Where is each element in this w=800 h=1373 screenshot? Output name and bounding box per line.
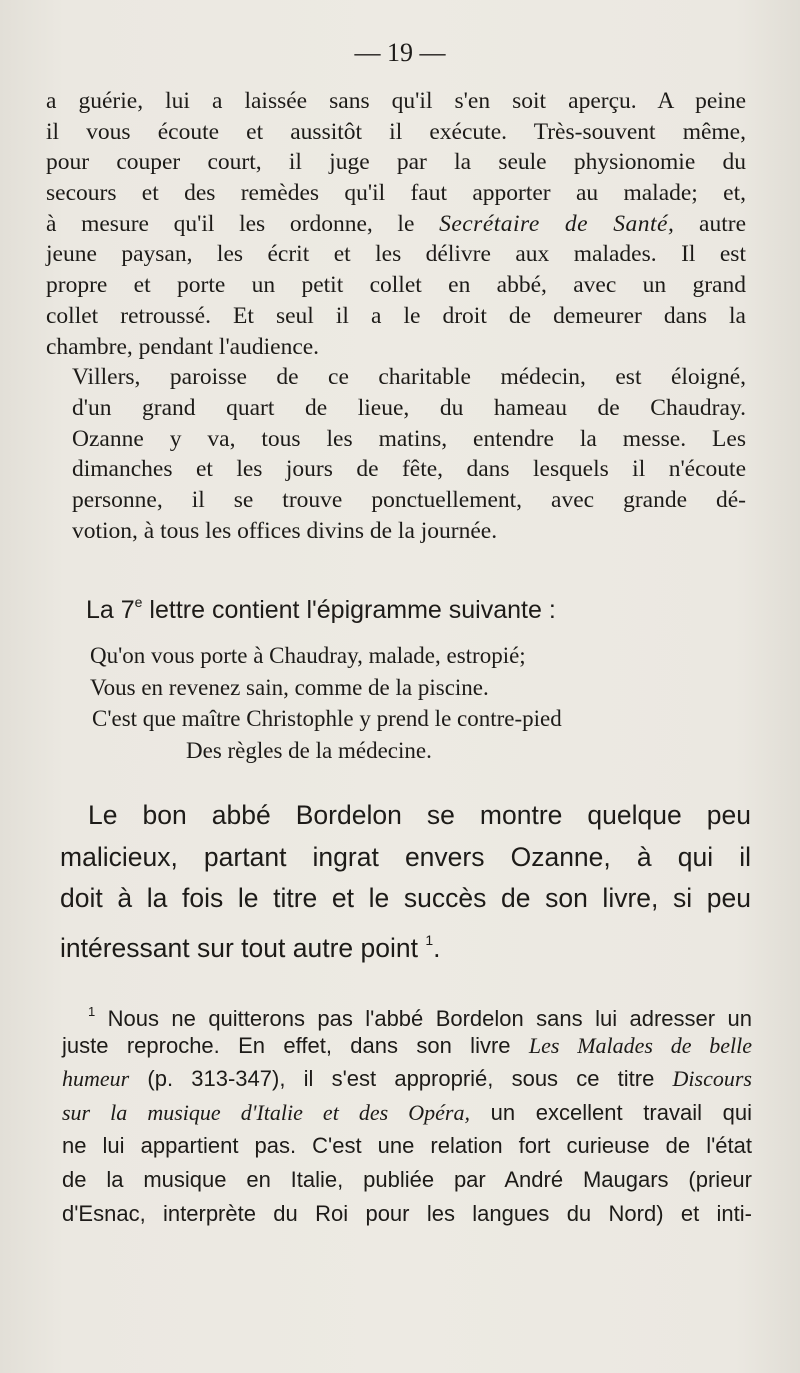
text-line: votion, à tous les offices divins de la journée. xyxy=(72,517,498,544)
verse-line: C'est que maître Christophle y prend le contre-pied xyxy=(92,706,562,731)
text-segment: intéressant sur tout autre point xyxy=(60,932,426,963)
text-line: a guérie, lui a laissée sans qu'il s'en soit aperçu. A peine xyxy=(46,88,746,114)
italic-title: Discours xyxy=(672,1066,752,1092)
italic-title: humeur xyxy=(62,1066,130,1092)
epigram-verse xyxy=(90,640,562,766)
text-segment: un excellent travail qui xyxy=(469,1099,752,1125)
verse-line: Qu'on vous porte à Chaudray, malade, estropié; xyxy=(90,643,526,668)
text-line: chambre, pendant l'audience. xyxy=(46,333,320,360)
text-line: Villers, paroisse de ce charitable médecin, est éloigné, xyxy=(72,364,746,391)
epigram-intro xyxy=(86,586,556,626)
main-text xyxy=(46,86,746,546)
text-line: il vous écoute et aussitôt il exécute. Très-souvent même, xyxy=(46,118,746,145)
text-segment: à mesure qu'il les ordonne, le xyxy=(46,210,440,237)
text-line: Ozanne y va, tous les matins, entendre la messe. Les xyxy=(72,425,746,452)
verse-line: Vous en revenez sain, comme de la piscine. xyxy=(90,674,489,700)
footnote-line: ne lui appartient pas. C'est une relation fort curieuse de l'état xyxy=(62,1133,752,1159)
text-line-with-note xyxy=(60,920,751,962)
text-line: pour couper court, il juge par la seule physionomie du xyxy=(46,149,746,176)
text-segment: autre xyxy=(674,210,747,237)
italic-title: Les Malades de belle xyxy=(528,1032,752,1058)
text-line: jeune paysan, les écrit et les délivre aux malades. Il est xyxy=(46,241,746,268)
commentary-paragraph xyxy=(60,795,751,961)
text-segment: juste reproche. En effet, dans son livre xyxy=(62,1032,529,1058)
text-line-with-italic xyxy=(46,209,746,240)
italic-title: Secrétaire de Santé, xyxy=(439,210,675,237)
footnote-reference: 1 xyxy=(425,931,434,948)
text-line: secours et des remèdes qu'il faut apporter au malade; et, xyxy=(46,180,746,207)
footnote-line xyxy=(62,995,752,1029)
footnote xyxy=(62,995,752,1230)
text-line: propre et porte un petit collet en abbé, avec un grand xyxy=(46,272,746,299)
text-segment: . xyxy=(433,932,441,963)
footnote-line: de la musique en Italie, publiée par André Maugars (prieur xyxy=(62,1166,752,1192)
text-segment: Nous ne quitterons pas l'abbé Bordelon sans lui adresser un xyxy=(95,1006,752,1031)
text-line: Le bon abbé Bordelon se montre quelque peu xyxy=(88,800,751,830)
intro-text: La 7 xyxy=(86,596,135,624)
text-line: doit à la fois le titre et le succès de son livre, si peu xyxy=(60,883,751,913)
text-line: d'un grand quart de lieue, du hameau de Chaudray. xyxy=(72,394,746,421)
italic-title: sur la musique d'Italie et des Opéra, xyxy=(62,1099,470,1125)
text-line: personne, il se trouve ponctuellement, avec grande dé- xyxy=(72,486,746,513)
verse-line: Des règles de la médecine. xyxy=(186,737,432,763)
text-line: dimanches et les jours de fête, dans lesquels il n'écoute xyxy=(72,456,746,483)
intro-text: lettre contient l'épigramme suivante : xyxy=(142,596,556,624)
ordinal-superscript: e xyxy=(134,594,143,610)
footnote-line xyxy=(62,1029,752,1063)
text-segment: (p. 313-347), il s'est approprié, sous ce titre xyxy=(129,1066,673,1092)
footnote-marker: 1 xyxy=(88,1004,96,1019)
text-line: collet retroussé. Et seul il a le droit de demeurer dans la xyxy=(46,302,746,329)
page-number: — 19 — xyxy=(354,38,446,67)
text-line: malicieux, partant ingrat envers Ozanne, à qui il xyxy=(60,841,751,872)
footnote-line: d'Esnac, interprète du Roi pour les langues du Nord) et inti- xyxy=(62,1200,752,1226)
footnote-line xyxy=(62,1062,752,1096)
footnote-line xyxy=(62,1096,752,1130)
